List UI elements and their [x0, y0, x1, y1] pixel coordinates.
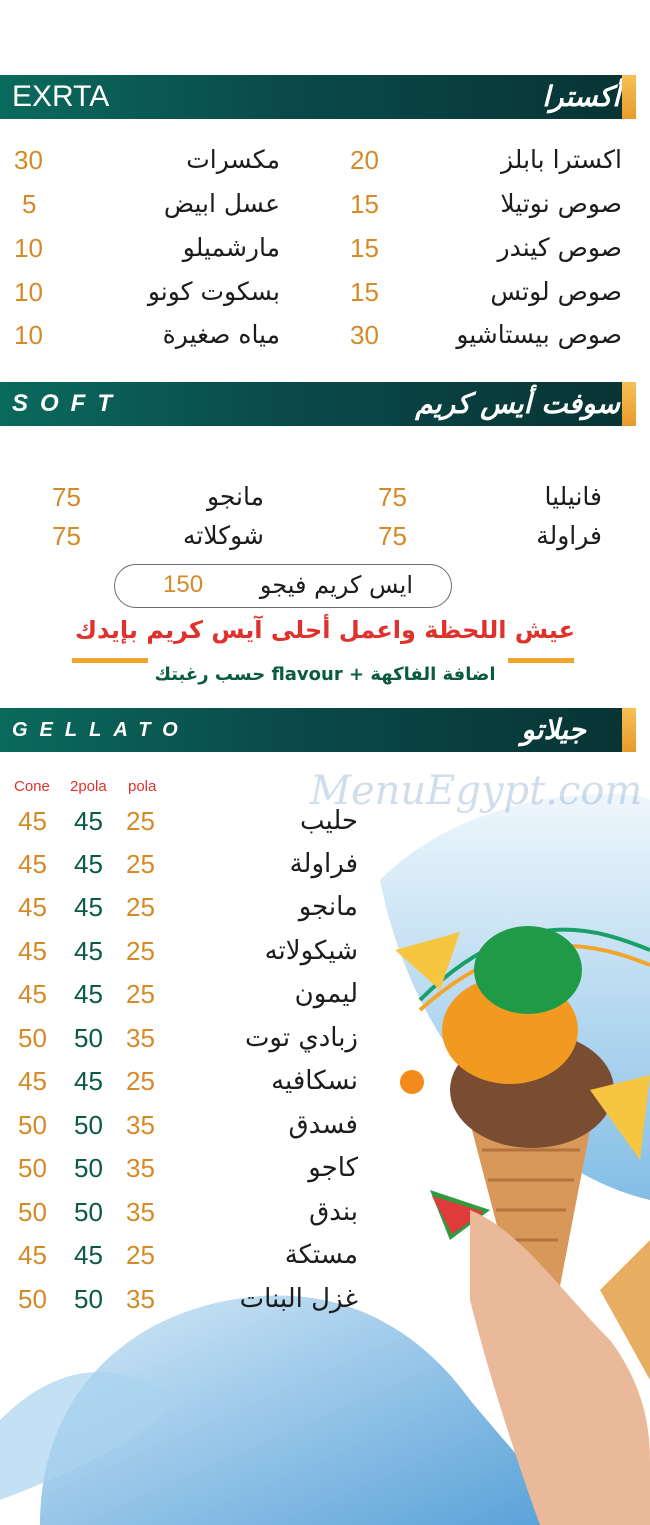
list-item	[14, 141, 280, 179]
price-cone: 50	[18, 1284, 47, 1314]
flavor-name: فسدق	[288, 1110, 358, 1140]
flavor-name: حليب	[299, 806, 358, 836]
table-row	[0, 1191, 370, 1234]
price-cone: 50	[18, 1110, 47, 1140]
featured-name: ايس كريم فيجو	[259, 571, 413, 599]
table-row	[0, 1017, 370, 1060]
item-name: مكسرات	[186, 145, 280, 174]
item-price: 10	[14, 320, 43, 350]
price-pola: 35	[126, 1023, 155, 1053]
item-name: مارشميلو	[182, 233, 280, 262]
item-price: 5	[22, 189, 37, 219]
price-pola: 25	[126, 892, 155, 922]
table-row	[0, 1104, 370, 1147]
list-item	[378, 478, 602, 516]
price-pola: 25	[126, 936, 155, 966]
item-price: 15	[350, 189, 379, 219]
price-pola: 25	[126, 806, 155, 836]
price-2pola: 45	[74, 1240, 103, 1270]
price-2pola: 45	[74, 979, 103, 1009]
gelato-title-en: GELLATO	[12, 719, 190, 741]
table-row	[0, 1278, 370, 1321]
item-name: مانجو	[206, 482, 264, 511]
price-pola: 25	[126, 1066, 155, 1096]
item-price: 15	[350, 277, 379, 307]
list-item	[52, 478, 264, 516]
price-2pola: 45	[74, 849, 103, 879]
item-name: فراولة	[536, 521, 602, 550]
item-name: فانيليا	[544, 482, 602, 511]
table-row	[0, 1060, 370, 1103]
item-price: 10	[14, 277, 43, 307]
item-name: صوص نوتيلا	[500, 189, 622, 218]
price-cone: 50	[18, 1197, 47, 1227]
item-name: عسل ابيض	[163, 189, 280, 218]
price-pola: 25	[126, 849, 155, 879]
list-item	[350, 273, 622, 311]
flavor-name: مانجو	[298, 892, 358, 922]
price-cone: 45	[18, 892, 47, 922]
price-cone: 45	[18, 806, 47, 836]
price-pola: 25	[126, 1240, 155, 1270]
price-2pola: 50	[74, 1023, 103, 1053]
featured-item-pill	[114, 564, 452, 608]
item-price: 20	[350, 145, 379, 175]
price-pola: 35	[126, 1284, 155, 1314]
flavor-name: مستكة	[284, 1240, 358, 1270]
price-cone: 45	[18, 979, 47, 1009]
flavor-name: زبادي توت	[244, 1023, 358, 1053]
item-name: اكسترا بابلز	[501, 145, 622, 174]
item-name: بسكوت كونو	[147, 277, 280, 306]
price-2pola: 45	[74, 936, 103, 966]
price-pola: 35	[126, 1197, 155, 1227]
item-price: 30	[350, 320, 379, 350]
item-name: صوص كيندر	[497, 233, 622, 262]
price-2pola: 50	[74, 1197, 103, 1227]
price-pola: 35	[126, 1110, 155, 1140]
col-head-pola: pola	[128, 778, 157, 795]
divider-left	[72, 658, 148, 663]
flavor-name: نسكافيه	[271, 1066, 358, 1096]
table-row	[0, 886, 370, 929]
list-item	[14, 229, 280, 267]
price-cone: 45	[18, 849, 47, 879]
slogan: عيش اللحظة واعمل أحلى آيس كريم بإيدك	[75, 616, 575, 644]
price-2pola: 50	[74, 1153, 103, 1183]
extra-banner	[0, 75, 636, 119]
item-price: 75	[378, 521, 407, 551]
price-pola: 25	[126, 979, 155, 1009]
banner-ornament	[622, 382, 636, 426]
col-head-2pola: 2pola	[70, 778, 107, 795]
divider-right	[508, 658, 574, 663]
price-cone: 45	[18, 1066, 47, 1096]
flavor-name: شيكولاته	[264, 936, 358, 966]
extra-title-en: EXRTA	[12, 80, 110, 113]
list-item	[350, 316, 622, 354]
table-row	[0, 843, 370, 886]
flavor-name: غزل البنات	[239, 1284, 358, 1314]
item-price: 15	[350, 233, 379, 263]
banner-ornament	[622, 75, 636, 119]
price-2pola: 45	[74, 1066, 103, 1096]
gelato-title-ar: جيلاتو	[521, 713, 586, 746]
item-price: 10	[14, 233, 43, 263]
list-item	[378, 517, 602, 555]
col-head-cone: Cone	[14, 778, 50, 795]
flavor-name: ليمون	[294, 979, 358, 1009]
price-cone: 50	[18, 1023, 47, 1053]
sub-note: اضافة الفاكهة + flavour حسب رغبتك	[154, 664, 496, 685]
flavor-name: فراولة	[289, 849, 358, 879]
price-cone: 50	[18, 1153, 47, 1183]
price-cone: 45	[18, 1240, 47, 1270]
item-name: شوكلاته	[182, 521, 264, 550]
flavor-name: بندق	[309, 1197, 358, 1227]
soft-banner	[0, 382, 636, 426]
list-item	[14, 316, 280, 354]
watermark-text: MenuEgypt.com	[310, 768, 643, 814]
price-2pola: 50	[74, 1284, 103, 1314]
list-item	[350, 229, 622, 267]
table-row	[0, 930, 370, 973]
table-row	[0, 800, 370, 843]
soft-title-ar: سوفت أيس كريم	[415, 387, 620, 420]
price-2pola: 50	[74, 1110, 103, 1140]
flavor-name: كاجو	[308, 1153, 358, 1183]
item-name: مياه صغيرة	[162, 320, 280, 349]
featured-price: 150	[163, 571, 204, 598]
soft-title-en: SOFT	[12, 390, 124, 417]
table-row	[0, 1147, 370, 1190]
list-item	[14, 273, 280, 311]
item-price: 30	[14, 145, 43, 175]
gelato-banner	[0, 708, 636, 752]
list-item	[52, 517, 264, 555]
extra-title-ar: أكسترا	[542, 80, 620, 113]
list-item	[350, 141, 622, 179]
list-item	[350, 185, 622, 223]
table-row	[0, 973, 370, 1016]
item-price: 75	[52, 482, 81, 512]
price-cone: 45	[18, 936, 47, 966]
price-pola: 35	[126, 1153, 155, 1183]
item-name: صوص بيستاشيو	[456, 320, 622, 349]
banner-ornament	[622, 708, 636, 752]
list-item	[14, 185, 280, 223]
item-name: صوص لوتس	[490, 277, 622, 306]
item-price: 75	[52, 521, 81, 551]
item-price: 75	[378, 482, 407, 512]
price-2pola: 45	[74, 892, 103, 922]
table-row	[0, 1234, 370, 1277]
price-2pola: 45	[74, 806, 103, 836]
